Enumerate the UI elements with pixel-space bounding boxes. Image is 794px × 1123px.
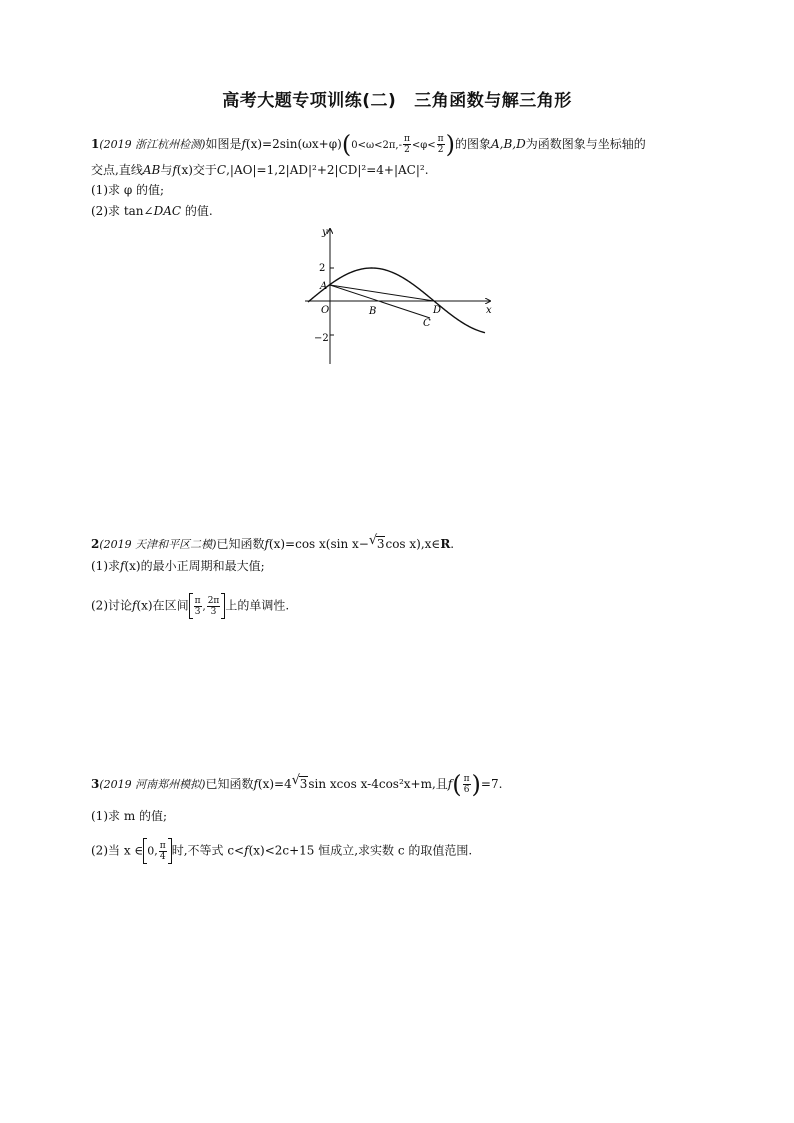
q3-zero: 0, — [147, 844, 158, 858]
q3-f: f — [253, 777, 258, 791]
sine-curve — [308, 268, 485, 333]
bracket-open — [189, 593, 193, 619]
q3-func: (x)=4 — [257, 777, 292, 791]
q1-text5: 与 — [160, 163, 173, 177]
q3-p2b: 时,不等式 c< — [171, 843, 245, 858]
label-o: O — [321, 305, 330, 316]
q1-c: C — [216, 163, 227, 177]
line-ad — [330, 285, 434, 301]
q2-part2 — [91, 593, 289, 619]
q1-number: 1 — [91, 137, 100, 151]
q1-condition: ,|AO|=1,2|AD|²+2|CD|²=4+|AC|². — [226, 163, 429, 177]
frac-num: 2π — [207, 595, 220, 606]
q2-p2b: (x)在区间 — [136, 598, 189, 613]
label-y: y — [322, 227, 328, 238]
label-a: A — [320, 281, 328, 292]
q2-r: R — [440, 537, 451, 551]
q1-dac: DAC — [153, 204, 182, 218]
label-neg2: −2 — [314, 333, 329, 344]
q2-p1b: (x)的最小正周期和最大值; — [124, 559, 265, 573]
q2-func: (x)=cos x(sin x− — [268, 537, 369, 551]
frac-den: 4 — [159, 851, 166, 862]
q2-p2f: f — [132, 598, 137, 613]
label-b: B — [369, 306, 377, 317]
q2-f: f — [264, 537, 269, 551]
q1-text: 如图是 — [205, 137, 242, 151]
q2-source: (2019 天津和平区二模) — [99, 538, 217, 551]
q2-p1a: (1)求 — [91, 559, 120, 573]
frac-num: π — [463, 774, 470, 784]
q3-eq: =7. — [480, 777, 503, 791]
q1-paren-close: ) — [445, 130, 455, 159]
q1-part1: (1)求 φ 的值; — [91, 183, 165, 197]
title-main: 高考大题专项训练(二) — [222, 91, 397, 111]
q1-frac1 — [403, 134, 411, 155]
frac-den: 3 — [210, 606, 217, 617]
q2-p2c: 上的单调性. — [225, 598, 290, 613]
q3-part2 — [91, 838, 472, 864]
q2-number: 2 — [91, 537, 100, 551]
q3-frac1 — [463, 774, 471, 795]
frac-num: π — [159, 840, 166, 851]
function-graph — [300, 224, 495, 369]
q1-source: (2019 浙江杭州检测) — [99, 138, 206, 151]
page-title — [0, 86, 794, 111]
q1-part2-end: 的值. — [181, 204, 213, 218]
q1-part2 — [91, 203, 213, 219]
q1-line1 — [91, 130, 646, 159]
q2-sqrt — [369, 536, 386, 552]
q3-f2: f — [447, 777, 453, 791]
frac-den: 2 — [404, 145, 410, 155]
q2-comma: , — [202, 601, 206, 613]
label-2: 2 — [319, 263, 326, 274]
q2-text: 已知函数 — [216, 537, 265, 551]
q1-part2-text: (2)求 tan∠ — [91, 204, 154, 218]
frac-den: 3 — [194, 606, 201, 617]
frac-num: π — [437, 134, 444, 144]
frac-den: 2 — [437, 145, 444, 155]
q1-frac2 — [437, 134, 445, 155]
q3-p2c: (x)<2c+15 恒成立,求实数 c 的取值范围. — [248, 843, 473, 858]
q1-cond1: 0<ω<2π,- — [351, 140, 402, 151]
label-x: x — [486, 305, 492, 316]
q1-line2 — [91, 162, 429, 178]
q1-text3: 为函数图象与坐标轴的 — [525, 137, 646, 151]
q1-cond2: <φ< — [411, 140, 436, 151]
q2-line1 — [91, 536, 454, 553]
q2-func2: cos x),x∈ — [385, 537, 441, 551]
q1-text2: 的图象 — [454, 137, 491, 151]
q3-source: (2019 河南郑州模拟) — [99, 778, 206, 791]
q1-func: (x)=2sin(ωx+φ) — [245, 137, 342, 151]
q2-dot: . — [450, 537, 455, 551]
graph-svg — [300, 224, 495, 369]
q3-sqrt — [292, 776, 309, 792]
q3-p2f: f — [244, 843, 249, 858]
q1-text6: (x)交于 — [176, 163, 217, 177]
paren-close: ) — [471, 770, 481, 799]
paren-open: ( — [452, 770, 462, 799]
frac-den: 6 — [463, 785, 470, 795]
q3-frac2 — [159, 841, 167, 862]
q2-part1 — [91, 558, 265, 574]
label-c: C — [423, 318, 431, 329]
q2-p1f: f — [120, 559, 125, 573]
label-d: D — [433, 305, 442, 316]
title-sub: 三角函数与解三角形 — [414, 91, 572, 111]
q3-line1 — [91, 770, 503, 799]
q1-f2: f — [172, 163, 177, 177]
q3-func2: sin xcos x-4cos²x+m,且 — [308, 777, 448, 791]
q1-ab: AB — [142, 163, 161, 177]
q3-p2a: (2)当 x ∈ — [91, 843, 144, 858]
frac-num: π — [194, 595, 201, 606]
q3-text: 已知函数 — [205, 777, 254, 791]
q2-frac2 — [207, 596, 221, 617]
q1-points: A,B,D — [490, 137, 526, 151]
frac-num: π — [403, 134, 410, 144]
q3-number: 3 — [91, 777, 100, 791]
q1-text4: 交点,直线 — [91, 163, 143, 177]
q1-paren-open: ( — [341, 130, 352, 159]
q2-frac1 — [194, 596, 202, 617]
q1-f: f — [241, 137, 246, 151]
q2-p2a: (2)讨论 — [91, 598, 132, 613]
radicand: 3 — [299, 777, 308, 791]
q3-part1: (1)求 m 的值; — [91, 809, 168, 823]
radicand: 3 — [376, 537, 385, 551]
